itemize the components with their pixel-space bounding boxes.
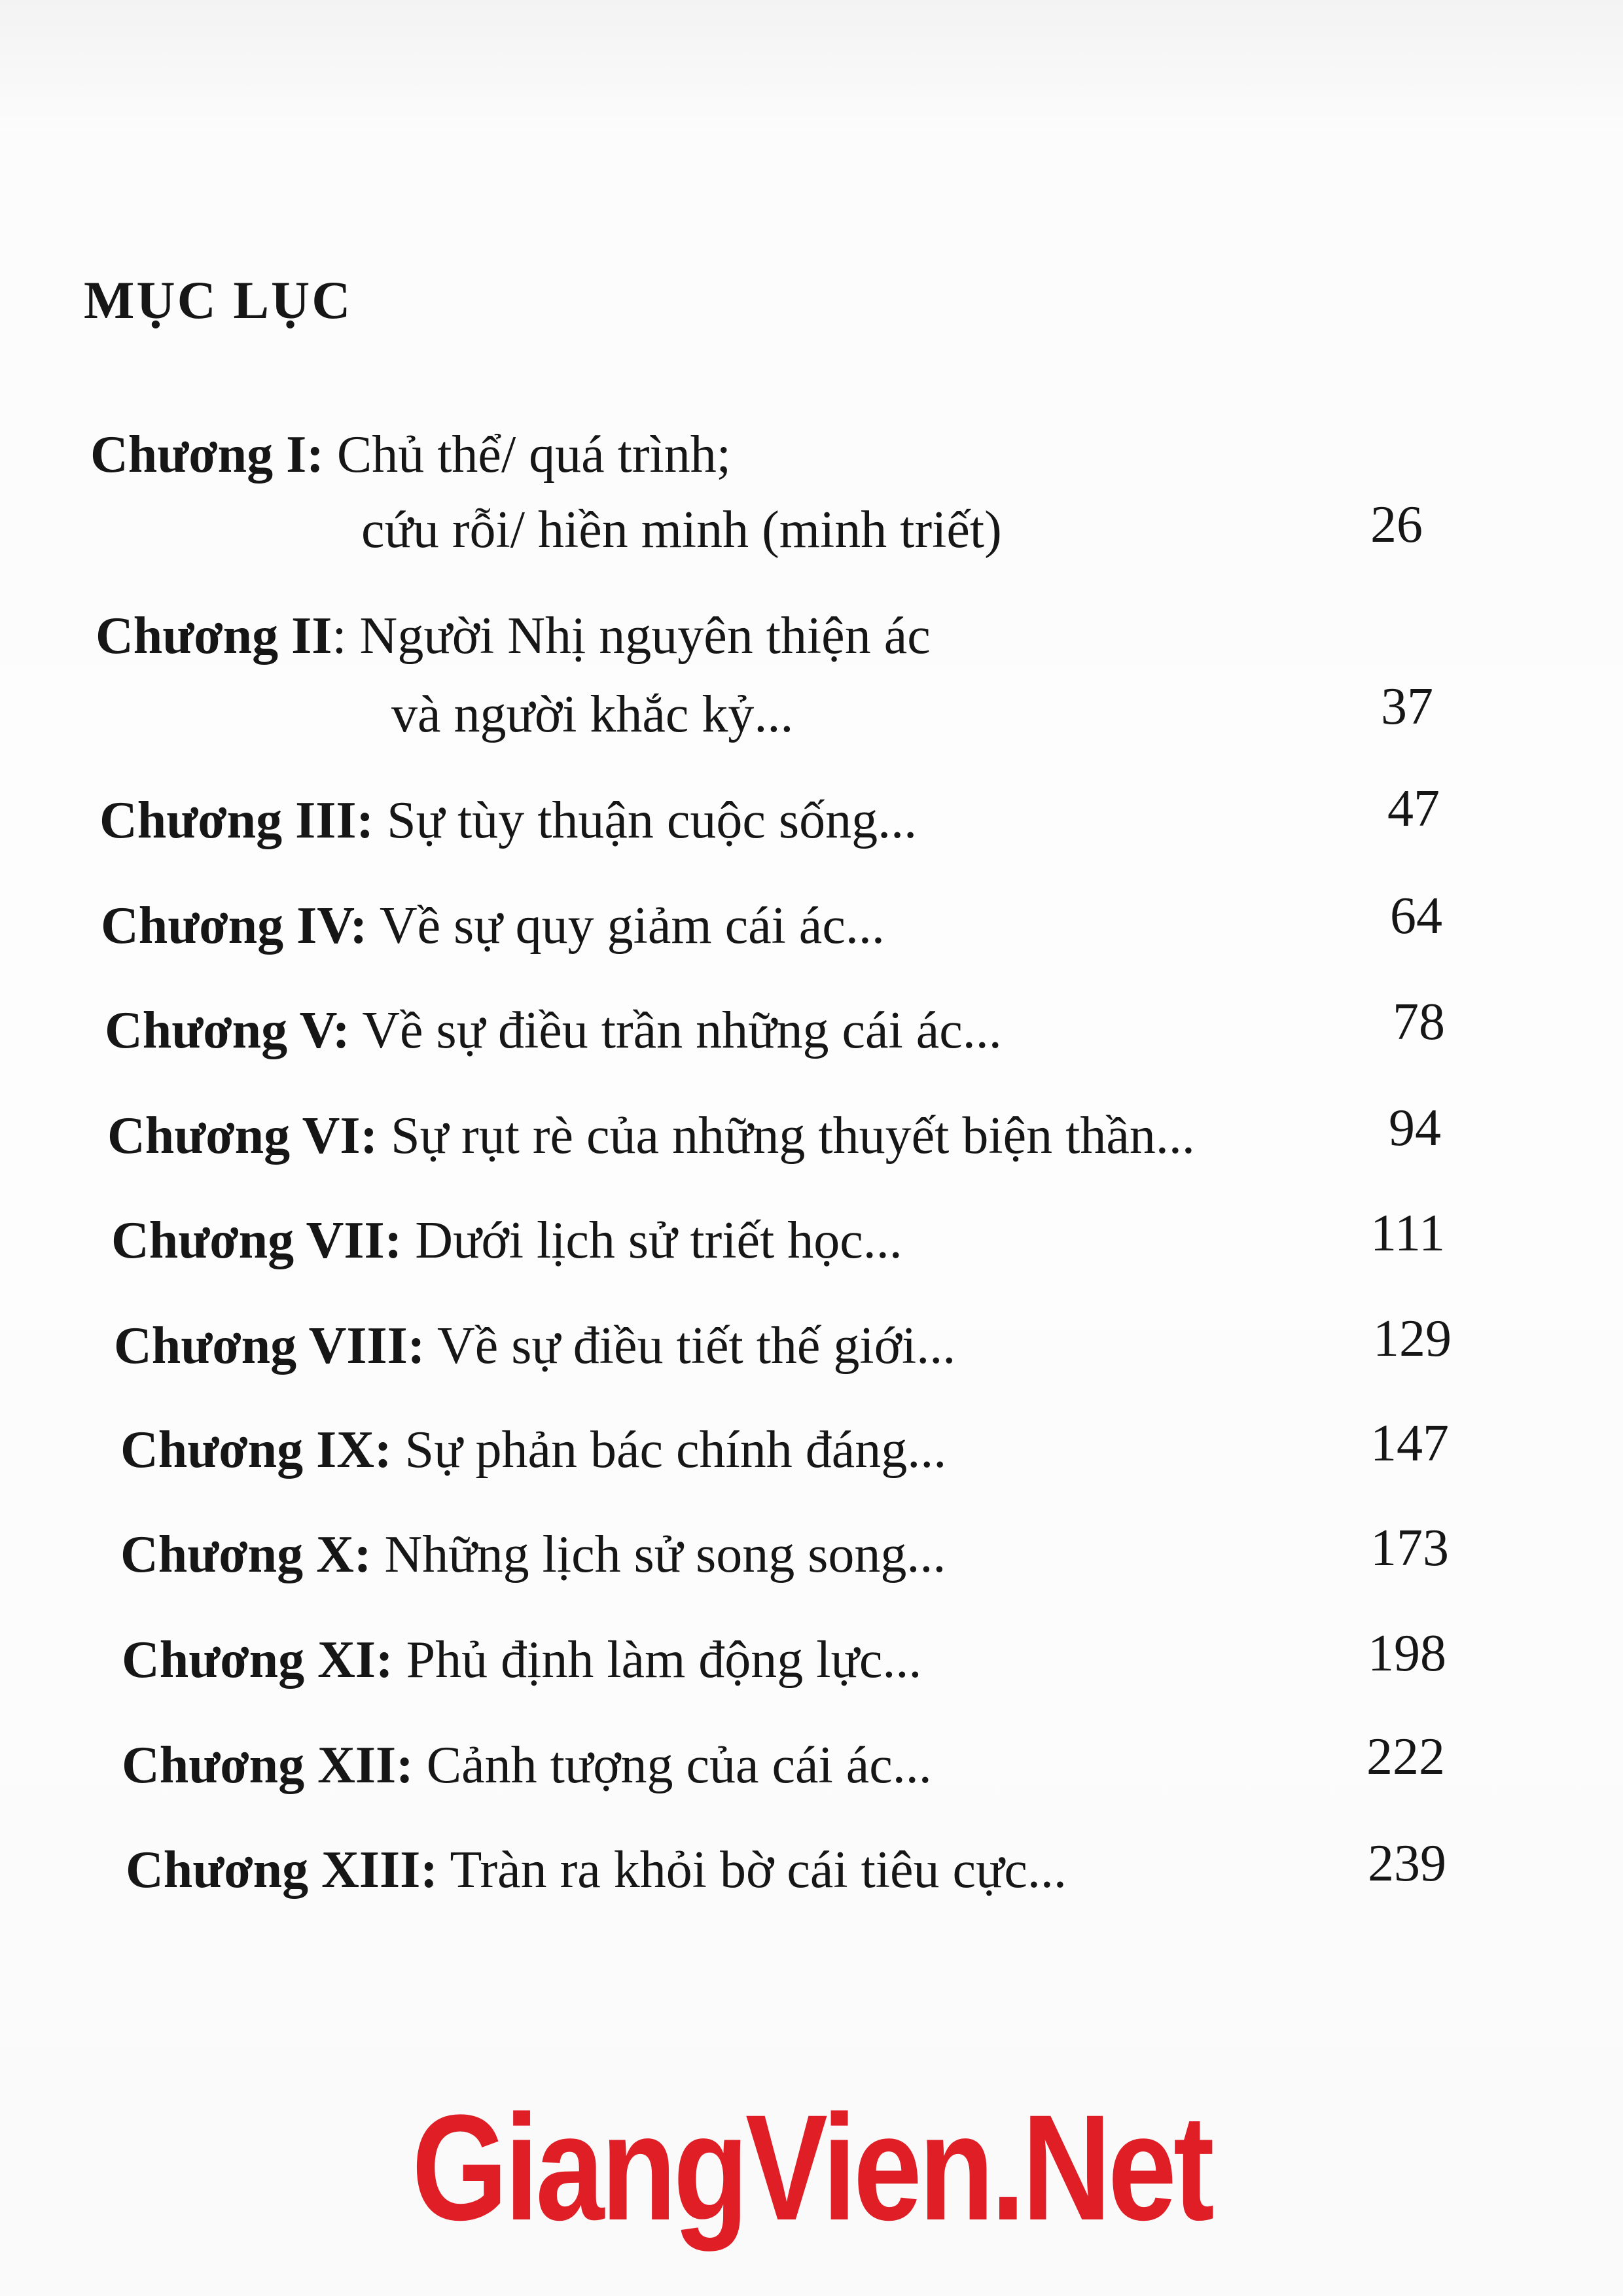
toc-entry-2: [96, 607, 931, 665]
chapter-title: Cảnh tượng của cái ác...: [426, 1737, 932, 1794]
chapter-title-continued: và người khắc kỷ...: [391, 686, 794, 743]
chapter-title: Về sự quy giảm cái ác...: [379, 897, 885, 955]
chapter-title: : Người Nhị nguyên thiện ác: [332, 607, 931, 665]
toc-entry-11: [122, 1631, 922, 1689]
page-number: 173: [1370, 1519, 1449, 1577]
chapter-title: Về sự điều tiết thế giới...: [437, 1317, 956, 1375]
chapter-title: Sự tùy thuận cuộc sống...: [387, 792, 918, 849]
chapter-title: Những lịch sử song song...: [384, 1526, 946, 1583]
toc-entry-6: [107, 1107, 1195, 1165]
chapter-label: Chương III:: [99, 792, 374, 849]
page-number: 26: [1370, 496, 1423, 554]
page-number: 239: [1368, 1835, 1446, 1892]
chapter-label: Chương XII:: [122, 1737, 414, 1794]
chapter-title: Dưới lịch sử triết học...: [415, 1212, 902, 1269]
page-number: 129: [1373, 1310, 1452, 1368]
page-number: 78: [1393, 993, 1445, 1051]
chapter-title: Chủ thể/ quá trình;: [336, 426, 731, 484]
page-number: 198: [1368, 1625, 1446, 1682]
page-number: 37: [1381, 678, 1433, 735]
toc-entry-3: [99, 794, 917, 847]
page-number: 222: [1366, 1728, 1445, 1786]
chapter-title: Sự phản bác chính đáng...: [404, 1421, 947, 1479]
toc-entry-8: [114, 1317, 956, 1375]
chapter-label: Chương VIII:: [114, 1317, 425, 1375]
page-title: MỤC LỤC: [84, 270, 353, 330]
toc-entry-7: [111, 1214, 902, 1267]
toc-entry-9: [120, 1421, 947, 1479]
chapter-label: Chương X:: [120, 1526, 372, 1583]
toc-entry-5: [105, 1004, 1002, 1057]
page-number: 94: [1389, 1099, 1441, 1157]
toc-entry-13: [126, 1841, 1067, 1899]
toc-entry-4: [101, 897, 885, 955]
chapter-label: Chương II: [96, 607, 332, 665]
chapter-title: Tràn ra khỏi bờ cái tiêu cực...: [450, 1841, 1067, 1899]
page-number: 47: [1387, 780, 1440, 838]
chapter-label: Chương XI:: [122, 1631, 393, 1689]
toc-entry-1: [90, 426, 731, 484]
chapter-label: Chương IX:: [120, 1421, 392, 1479]
chapter-title: Về sự điều trần những cái ác...: [362, 1002, 1002, 1059]
chapter-label: Chương VII:: [111, 1212, 402, 1269]
chapter-label: Chương V:: [105, 1002, 350, 1059]
page-number: 147: [1370, 1415, 1449, 1472]
page-number: 111: [1370, 1205, 1446, 1262]
chapter-title-continued: cứu rỗi/ hiền minh (minh triết): [361, 501, 1002, 559]
watermark: GiangVien.Net: [412, 2083, 1211, 2252]
page-number: 64: [1390, 887, 1442, 945]
chapter-label: Chương XIII:: [126, 1841, 438, 1899]
toc-entry-12: [122, 1739, 932, 1792]
chapter-label: Chương VI:: [107, 1107, 378, 1165]
chapter-label: Chương IV:: [101, 897, 368, 955]
chapter-title: Sự rụt rè của những thuyết biện thần...: [391, 1107, 1195, 1165]
toc-entry-10: [120, 1528, 946, 1581]
chapter-title: Phủ định làm động lực...: [406, 1631, 922, 1689]
chapter-label: Chương I:: [90, 426, 324, 484]
